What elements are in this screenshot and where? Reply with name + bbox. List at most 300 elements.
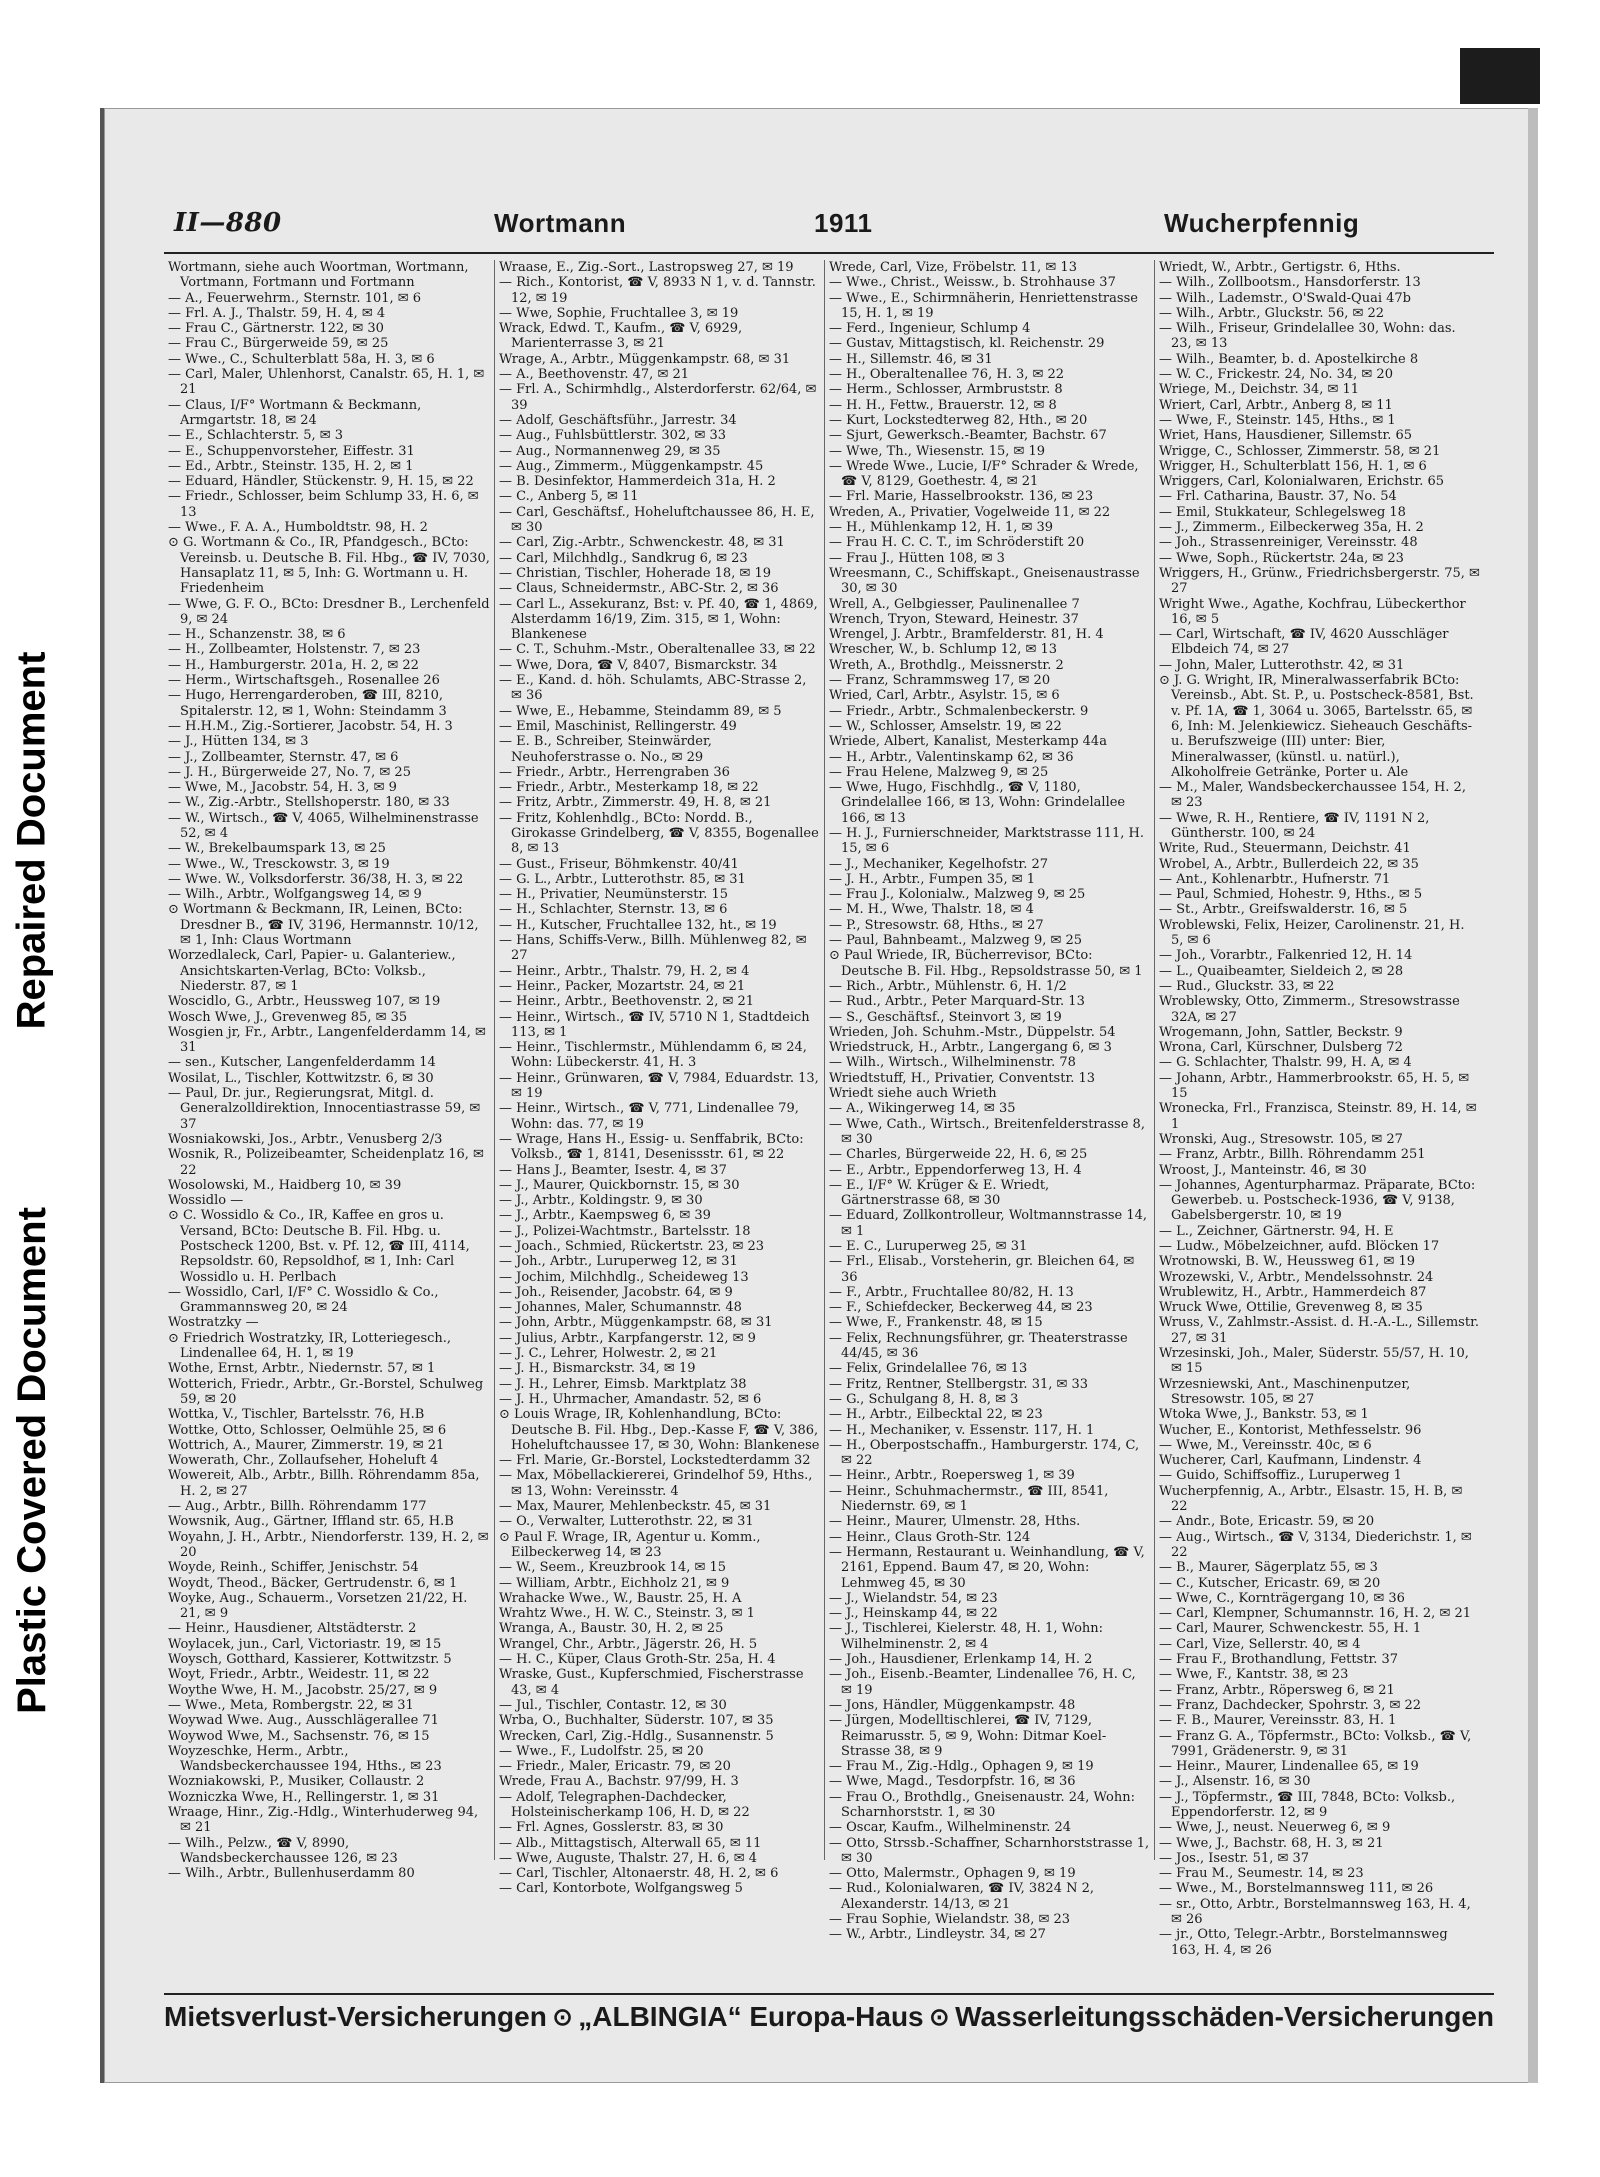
directory-entry: — Wrede Wwe., Lucie, I/F° Schrader & Wrede, ☎ V, 8129, Goethestr. 4, ✉ 21	[829, 458, 1139, 490]
directory-entry: — Wwe., E., Schirmnäherin, Henriettenstrasse 15, H. 1, ✉ 19	[829, 290, 1138, 321]
directory-entry: Wrba, O., Buchhalter, Süderstr. 107, ✉ 35	[499, 1713, 774, 1729]
directory-entry: Wried, Carl, Arbtr., Asylstr. 15, ✉ 6	[829, 688, 1060, 704]
column-2	[494, 260, 824, 1897]
directory-entry: — Aug., Normannenweg 29, ✉ 35	[499, 443, 721, 459]
directory-entry: Wrescher, W., b. Schlump 12, ✉ 13	[829, 642, 1058, 658]
directory-entry: — M. H., Wwe, Thalstr. 18, ✉ 4	[829, 902, 1034, 918]
directory-entry: Wriedtstuff, H., Privatier, Conventstr. 13	[829, 1070, 1096, 1086]
directory-entry: — Wwe, M., Vereinsstr. 40c, ✉ 6	[1159, 1437, 1372, 1453]
directory-entry: — Friedr., Arbtr., Mesterkamp 18, ✉ 22	[499, 780, 759, 796]
directory-entry: — Hans J., Beamter, Isestr. 4, ✉ 37	[499, 1162, 727, 1178]
directory-entry: — E. C., Luruperweg 25, ✉ 31	[829, 1239, 1028, 1254]
directory-entry: Woywad Wwe. Aug., Ausschlägerallee 71	[168, 1713, 439, 1729]
directory-entry: Wraske, Gust., Kupferschmied, Fischerstrasse 43, ✉ 4	[499, 1667, 804, 1698]
directory-entry: — J. H., Lehrer, Eimsb. Marktplatz 38	[499, 1376, 747, 1392]
directory-entry: — Frl. A. J., Thalstr. 59, H. 4, ✉ 4	[168, 305, 386, 321]
directory-entry: — Felix, Grindelallee 76, ✉ 13	[829, 1361, 1028, 1377]
directory-entry: — Wwe., M., Borstelmannsweg 111, ✉ 26	[1159, 1881, 1434, 1897]
directory-entry: — Frau O., Brothdlg., Gneisenaustr. 24, Wohn: Scharnhorststr. 1, ✉ 30	[829, 1789, 1135, 1820]
directory-entry: Wosch Wwe, J., Grevenweg 85, ✉ 35	[168, 1009, 408, 1025]
directory-entry: — A., Beethovenstr. 47, ✉ 21	[499, 367, 690, 383]
directory-entry: — W., Zig.-Arbtr., Stellshoperstr. 180, ✉ 33	[168, 795, 450, 811]
directory-entry: — Fritz, Arbtr., Zimmerstr. 49, H. 8, ✉ 21	[499, 795, 772, 811]
directory-entry: Woylacek, jun., Carl, Victoriastr. 19, ✉ 15	[168, 1636, 442, 1652]
directory-entry: — C. T., Schuhm.-Mstr., Oberaltenallee 33, ✉ 22	[499, 642, 816, 658]
directory-entry: Wottrich, A., Maurer, Zimmerstr. 19, ✉ 21	[168, 1437, 445, 1453]
directory-entry: — J. H., Bismarckstr. 34, ✉ 19	[499, 1361, 696, 1377]
directory-entry: Worzedlaleck, Carl, Papier- u. Galanteriew., Ansichtskarten-Verlag, BCto: Volksb., Niederstr. 87, ✉ 1	[168, 948, 456, 994]
directory-entry: — Wilh., Arbtr., Wolfgangsweg 14, ✉ 9	[168, 887, 422, 903]
directory-entry: — Johannes, Agenturpharmaz. Präparate, BCto: Gewerbeb. u. Postscheck-1936, ☎ V, 9138, Gabelsbergerstr. 10, ✉ 19	[1159, 1177, 1476, 1224]
directory-entry: — Frl. A., Schirmhdlg., Alsterdorferstr. 62/64, ✉ 39	[499, 382, 817, 413]
directory-entry: — B., Maurer, Sägerplatz 55, ✉ 3	[1159, 1560, 1378, 1576]
directory-entry: ⊙ Louis Wrage, IR, Kohlenhandlung, BCto: Deutsche B. Fil. Hbg., Dep.-Kasse F, ☎ V, 386, Hoheluftchaussee 17, ✉ 30, Wohn: Blankenese	[499, 1407, 820, 1453]
directory-entry: — Heinr., Schuhmachermstr., ☎ III, 8541, Niedernstr. 69, ✉ 1	[829, 1483, 1109, 1515]
directory-entry: Wranga, A., Baustr. 30, H. 2, ✉ 25	[499, 1621, 724, 1637]
directory-entry: Wriede, Albert, Kanalist, Mesterkamp 44a	[829, 734, 1107, 750]
directory-entry: — Fritz, Rentner, Stellbergstr. 31, ✉ 33	[829, 1376, 1089, 1392]
directory-entry: — H.H.M., Zig.-Sortierer, Jacobstr. 54, H. 3	[168, 718, 453, 734]
directory-entry: — Frl., Elisab., Vorsteherin, gr. Bleichen 64, ✉ 36	[829, 1254, 1135, 1285]
directory-entry: — W., Wirtsch., ☎ V, 4065, Wilhelminenstrasse 52, ✉ 4	[168, 810, 479, 841]
directory-entry: Wriedstruck, H., Arbtr., Langergang 6, ✉ 3	[829, 1040, 1112, 1056]
directory-entry: — Wilh., Pelzw., ☎ V, 8990, Wandsbeckerchaussee 126, ✉ 23	[168, 1835, 398, 1866]
directory-entry: — J. C., Lehrer, Holwestr. 2, ✉ 21	[499, 1346, 718, 1362]
directory-entry: Wosnik, R., Polizeibeamter, Scheidenplatz 16, ✉ 22	[168, 1147, 484, 1178]
directory-entry: — Heinr., Packer, Mozartstr. 24, ✉ 21	[499, 978, 746, 994]
directory-entry: — J., Arbtr., Kaempsweg 6, ✉ 39	[499, 1208, 711, 1224]
directory-entry: — Carl, Klempner, Schumannstr. 16, H. 2, ✉ 21	[1159, 1606, 1472, 1622]
directory-entry: — Wwe, J., neust. Neuerweg 6, ✉ 9	[1159, 1820, 1391, 1836]
directory-entry: Wriggers, H., Grünw., Friedrichsbergerstr. 75, ✉ 27	[1159, 565, 1480, 597]
directory-entry: Wright Wwe., Agathe, Kochfrau, Lübeckerthor 16, ✉ 5	[1159, 596, 1466, 627]
directory-entry: Wucherer, Carl, Kaufmann, Lindenstr. 4	[1159, 1453, 1422, 1469]
directory-entry: — Heinr., Tischlermstr., Mühlendamm 6, ✉ 24, Wohn: Lübeckerstr. 41, H. 3	[499, 1040, 807, 1071]
directory-entry: Wrack, Edwd. T., Kaufm., ☎ V, 6929, Marienterrasse 3, ✉ 21	[499, 321, 743, 352]
directory-entry: — W., Seem., Kreuzbrook 14, ✉ 15	[499, 1560, 727, 1576]
directory-entry: — J. H., Bürgerweide 27, No. 7, ✉ 25	[168, 764, 411, 780]
directory-entry: — Joach., Schmied, Rückertstr. 23, ✉ 23	[499, 1239, 765, 1254]
directory-entry: Wreth, A., Brothdlg., Meissnerstr. 2	[829, 657, 1064, 673]
directory-entry: — Frl. Catharina, Baustr. 37, No. 54	[1159, 489, 1397, 505]
directory-entry: — E., Schuppenvorsteher, Eiffestr. 31	[168, 443, 415, 459]
directory-entry: — Wwe, G. F. O., BCto: Dresdner B., Lerchenfeld 9, ✉ 24	[168, 596, 490, 627]
directory-entry: Wronski, Aug., Stresowstr. 105, ✉ 27	[1159, 1131, 1403, 1147]
directory-entry: — Rich., Kontorist, ☎ V, 8933 N 1, v. d. Tannstr. 12, ✉ 19	[499, 275, 816, 306]
directory-entry: — Carl, Milchhdlg., Sandkrug 6, ✉ 23	[499, 550, 748, 566]
directory-entry: Wronecka, Frl., Franzisca, Steinstr. 89, H. 14, ✉ 1	[1159, 1101, 1477, 1132]
directory-entry: — H. J., Furnierschneider, Marktstrasse 111, H. 15, ✉ 6	[829, 825, 1144, 857]
directory-entry: — Franz, Arbtr., Röpersweg 6, ✉ 21	[1159, 1682, 1395, 1698]
directory-entry: — M., Maler, Wandsbeckerchaussee 154, H. 2, ✉ 23	[1159, 780, 1466, 811]
directory-entry: — Frl. Marie, Hasselbrookstr. 136, ✉ 23	[829, 489, 1094, 505]
directory-entry: Woscidlo, G., Arbtr., Heussweg 107, ✉ 19	[168, 994, 441, 1010]
directory-entry: — Frau Helene, Malzweg 9, ✉ 25	[829, 764, 1049, 780]
directory-entry: — Wilh., Beamter, b. d. Apostelkirche 8	[1159, 351, 1419, 367]
directory-entry: — Frau C., Bürgerweide 59, ✉ 25	[168, 336, 389, 352]
directory-entry: — Wwe., Christ., Weissw., b. Strohhause 37	[829, 275, 1116, 291]
directory-entry: Wotterich, Friedr., Arbtr., Gr.-Borstel, Schulweg 59, ✉ 20	[168, 1376, 484, 1407]
footer-center: „ALBINGIA“ Europa-Haus	[578, 2001, 924, 2032]
directory-entry: Wrigge, C., Schlosser, Zimmerstr. 58, ✉ 21	[1159, 443, 1441, 459]
directory-entry: — H., Sillemstr. 46, ✉ 31	[829, 351, 993, 367]
directory-entry: — H., Privatier, Neumünsterstr. 15	[499, 887, 729, 903]
footer-advert	[164, 1993, 1494, 2039]
directory-entry: — Adolf, Telegraphen-Dachdecker, Holsteinischerkamp 106, H. D, ✉ 22	[499, 1789, 750, 1820]
column-1	[164, 260, 494, 1882]
directory-entry: Wreesmann, C., Schiffskapt., Gneisenaustrasse 30, ✉ 30	[829, 565, 1140, 597]
directory-entry: — William, Arbtr., Eichholz 21, ✉ 9	[499, 1575, 730, 1591]
page-edge	[1528, 108, 1538, 2083]
directory-entry: — J., Polizei-Wachtmstr., Bartelsstr. 18	[499, 1223, 751, 1239]
directory-entry: — Wwe, Soph., Rückertstr. 24a, ✉ 23	[1159, 550, 1404, 566]
directory-entry: Wraage, Hinr., Zig.-Hdlg., Winterhuderweg 94, ✉ 21	[168, 1804, 479, 1836]
directory-entry: — Friedr., Arbtr., Herrengraben 36	[499, 764, 730, 780]
directory-entry: ⊙ Wortmann & Beckmann, IR, Leinen, BCto: Dresdner B., ☎ IV, 3196, Hermannstr. 10/12, ✉ 1, Inh: Claus Wortmann	[168, 902, 479, 949]
directory-entry: — Carl L., Assekuranz, Bst: v. Pf. 40, ☎ 1, 4869, Alsterdamm 16/19, Zim. 315, ✉ 1, Wohn: Blankenese	[499, 596, 818, 643]
directory-entry: — Frau C., Gärtnerstr. 122, ✉ 30	[168, 321, 384, 337]
directory-entry: Wruck Wwe, Ottilie, Grevenweg 8, ✉ 35	[1159, 1300, 1423, 1316]
footer-right: Wasserleitungsschäden-Versicherungen	[955, 2001, 1494, 2032]
directory-entry: Woysch, Gotthard, Kassierer, Kottwitzstr. 5	[168, 1652, 452, 1668]
directory-entry: — Gust., Friseur, Böhmkenstr. 40/41	[499, 856, 739, 872]
directory-entry: — Heinr., Arbtr., Beethovenstr. 2, ✉ 21	[499, 994, 755, 1010]
directory-entry: — Emil, Stukkateur, Schlegelsweg 18	[1159, 504, 1406, 520]
directory-entry: — J., Tischlerei, Kielerstr. 48, H. 1, Wohn: Wilhelminenstr. 2, ✉ 4	[829, 1621, 1104, 1652]
side-label-plastic: Plastic Covered Document	[9, 1206, 54, 1714]
directory-entry: — J., Arbtr., Koldingstr. 9, ✉ 30	[499, 1193, 703, 1209]
directory-entry: — Joh., Eisenb.-Beamter, Lindenallee 76, H. C, ✉ 19	[829, 1667, 1136, 1698]
directory-entry: — Wwe, R. H., Rentiere, ☎ IV, 1191 N 2, Güntherstr. 100, ✉ 24	[1159, 810, 1430, 841]
directory-entry: — W., Schlosser, Amselstr. 19, ✉ 22	[829, 718, 1062, 734]
directory-entry: — Kurt, Lockstedterweg 82, Hth., ✉ 20	[829, 412, 1088, 428]
directory-entry: — Wilh., Arbtr., Bullenhuserdamm 80	[168, 1866, 415, 1882]
directory-entry: — Paul, Dr. jur., Regierungsrat, Mitgl. d. Generalzolldirektion, Innocentiastrasse 59, ✉ 37	[168, 1086, 481, 1132]
directory-entry: — Aug., Fuhlsbüttlerstr. 302, ✉ 33	[499, 428, 727, 444]
directory-entry: ⊙ J. G. Wright, IR, Mineralwasserfabrik BCto: Vereinsb., Abt. St. P., u. Postscheck-8581, Bst. v. Pf. 1A, ☎ 1, 3064 u. 3065, Bartelsstr. 65, ✉ 6, Inh: M. Jelenkiewicz. Sieheauch Geschäfts- u. Berufszweige (III) unter: Bier, Mineralwasser, (künstl. u. natürl.), Alkoholfreie Getränke, Porter u. Ale	[1159, 673, 1474, 780]
directory-entry: Wroost, J., Manteinstr. 46, ✉ 30	[1159, 1162, 1367, 1178]
directory-entry: — Paul, Bahnbeamt., Malzweg 9, ✉ 25	[829, 933, 1083, 949]
directory-entry: Woyahn, J. H., Arbtr., Niendorferstr. 139, H. 2, ✉ 20	[168, 1529, 489, 1560]
directory-entry: — Friedr., Schlosser, beim Schlump 33, H. 6, ✉ 13	[168, 489, 479, 520]
directory-entry: Wottke, Otto, Schlosser, Oelmühle 25, ✉ 6	[168, 1422, 447, 1438]
directory-entry: Wosolowski, M., Haidberg 10, ✉ 39	[168, 1177, 402, 1193]
directory-entry: — Aug., Zimmerm., Müggenkampstr. 45	[499, 458, 764, 474]
directory-entry: — J., Heinskamp 44, ✉ 22	[829, 1606, 998, 1622]
directory-entry: Woythe Wwe, H. M., Jacobstr. 25/27, ✉ 9	[168, 1682, 438, 1698]
directory-entry: — W., Brekelbaumspark 13, ✉ 25	[168, 841, 386, 857]
directory-entry: — Emil, Maschinist, Rellingerstr. 49	[499, 718, 737, 734]
directory-entry: — Heinr., Claus Groth-Str. 124	[829, 1529, 1031, 1545]
footer-bullet-icon: ⊙	[929, 2003, 950, 2031]
directory-entry: — Jos., Isestr. 51, ✉ 37	[1159, 1850, 1310, 1866]
directory-entry: — Rud., Arbtr., Peter Marquard-Str. 13	[829, 994, 1085, 1010]
directory-entry: Wroblewsky, Otto, Zimmerm., Stresowstrasse 32A, ✉ 27	[1159, 994, 1460, 1025]
directory-entry: — Eduard, Händler, Stückenstr. 9, H. 15, ✉ 22	[168, 474, 474, 490]
directory-entry: — Carl, Zig.-Arbtr., Schwenckestr. 48, ✉ 31	[499, 535, 785, 551]
directory-entry: — J., Hütten 134, ✉ 3	[168, 734, 309, 750]
directory-entry: — Wwe. W., Volksdorferstr. 36/38, H. 3, ✉ 22	[168, 871, 464, 887]
directory-entry: — F., Schiefdecker, Beckerweg 44, ✉ 23	[829, 1300, 1093, 1316]
directory-entry: Wrench, Tryon, Steward, Heinestr. 37	[829, 611, 1079, 627]
column-3	[824, 260, 1154, 1943]
directory-entry: Wrengel, J. Arbtr., Bramfelderstr. 81, H. 4	[829, 627, 1104, 643]
directory-entry: — Frau J., Kolonialw., Malzweg 9, ✉ 25	[829, 887, 1086, 903]
directory-entry: Wrotnowski, B. W., Heussweg 61, ✉ 19	[1159, 1254, 1416, 1270]
directory-entry: — H., Oberaltenallee 76, H. 3, ✉ 22	[829, 367, 1065, 383]
directory-entry: Wraase, E., Zig.-Sort., Lastropsweg 27, ✉ 19	[499, 260, 794, 275]
directory-entry: Wrahacke Wwe., W., Baustr. 25, H. A	[499, 1590, 742, 1606]
directory-entry: Woydt, Theod., Bäcker, Gertrudenstr. 6, ✉ 1	[168, 1575, 458, 1591]
directory-entry: Wossidlo —	[168, 1193, 244, 1209]
directory-entry: ⊙ C. Wossidlo & Co., IR, Kaffee en gros u. Versand, BCto: Deutsche B. Fil. Hbg. u. Postscheck 1200, Bst. v. Pf. 12, ☎ III, 4114, Repsoldstr. 60, Repsoldhof, ✉ 1, Inh: Carl Wossidlo u. H. Perlbach	[168, 1208, 470, 1285]
directory-entry: — Wwe, C., Kornträgergang 10, ✉ 36	[1159, 1590, 1405, 1606]
directory-entry: Wriert, Carl, Arbtr., Anberg 8, ✉ 11	[1159, 397, 1393, 413]
directory-entry: — Wwe, Cath., Wirtsch., Breitenfelderstrasse 8, ✉ 30	[829, 1116, 1145, 1147]
page-number: II—880	[174, 208, 282, 238]
directory-entry: — Franz, Arbtr., Billh. Röhrendamm 251	[1159, 1147, 1426, 1163]
footer-left: Mietsverlust-Versicherungen	[164, 2001, 547, 2032]
directory-entry: — Julius, Arbtr., Karpfangerstr. 12, ✉ 9	[499, 1330, 756, 1346]
directory-entry: — Wwe., F. A. A., Humboldtstr. 98, H. 2	[168, 520, 428, 536]
directory-entry: — Joh., Strassenreiniger, Vereinsstr. 48	[1159, 535, 1418, 551]
directory-entry: — Carl, Maurer, Schwenckestr. 55, H. 1	[1159, 1621, 1422, 1637]
directory-entry: Wriet, Hans, Hausdiener, Sillemstr. 65	[1159, 428, 1413, 444]
directory-entry: — Ferd., Ingenieur, Schlump 4	[829, 321, 1031, 337]
directory-entry: — Wwe, J., Bachstr. 68, H. 3, ✉ 21	[1159, 1835, 1384, 1851]
directory-entry: Wrede, Frau A., Bachstr. 97/99, H. 3	[499, 1774, 739, 1790]
directory-entry: — Ed., Arbtr., Steinstr. 135, H. 2, ✉ 1	[168, 458, 414, 474]
page-header	[164, 208, 1494, 248]
directory-entry: — E., Schlachterstr. 5, ✉ 3	[168, 428, 344, 444]
directory-entry: — Wilh., Friseur, Grindelallee 30, Wohn: das. 23, ✉ 13	[1159, 321, 1456, 352]
directory-entry: — Rich., Arbtr., Mühlenstr. 6, H. 1/2	[829, 978, 1067, 994]
directory-entry: Wozniakowski, P., Musiker, Collaustr. 2	[168, 1774, 425, 1790]
directory-entry: — John, Arbtr., Müggenkampstr. 68, ✉ 31	[499, 1315, 773, 1331]
directory-entry: Wucher, E., Kontorist, Methfesselstr. 96	[1159, 1422, 1422, 1438]
directory-entry: Wucherpfennig, A., Arbtr., Elsastr. 15, H. B, ✉ 22	[1159, 1483, 1463, 1515]
directory-entry: — P., Stresowstr. 68, Hths., ✉ 27	[829, 917, 1044, 933]
directory-entry: — A., Wikingerweg 14, ✉ 35	[829, 1101, 1016, 1117]
directory-entry: — Claus, Schneidermstr., ABC-Str. 2, ✉ 36	[499, 581, 779, 597]
directory-entry: — L., Zeichner, Gärtnerstr. 94, H. E	[1159, 1223, 1394, 1239]
directory-entry: — H., Hamburgerstr. 201a, H. 2, ✉ 22	[168, 657, 419, 673]
directory-entry: — Frau F., Brothandlung, Fettstr. 37	[1159, 1652, 1399, 1668]
directory-entry: — A., Feuerwehrm., Sternstr. 101, ✉ 6	[168, 290, 422, 306]
directory-entry: — H., Schlachter, Sternstr. 13, ✉ 6	[499, 902, 728, 918]
directory-entry: — Alb., Mittagstisch, Alterwall 65, ✉ 11	[499, 1835, 762, 1851]
directory-entry: Wrogemann, John, Sattler, Beckstr. 9	[1159, 1024, 1403, 1040]
directory-entry: — Frau M., Zig.-Hdlg., Ophagen 9, ✉ 19	[829, 1759, 1094, 1775]
directory-entry: Woyke, Aug., Schauerm., Vorsetzen 21/22, H. 21, ✉ 9	[168, 1590, 468, 1622]
directory-entry: — Heinr., Arbtr., Thalstr. 79, H. 2, ✉ 4	[499, 963, 750, 979]
directory-entry: — Friedr., Maler, Ericastr. 79, ✉ 20	[499, 1759, 731, 1775]
directory-entry: — Franz G. A., Töpfermstr., BCto: Volksb., ☎ V, 7991, Grädenerstr. 9, ✉ 31	[1159, 1728, 1472, 1759]
directory-entry: — Jürgen, Modelltischlerei, ☎ IV, 7129, Reimarusstr. 5, ✉ 9, Wohn: Ditmar Koel-Strasse 38, ✉ 9	[829, 1713, 1107, 1759]
directory-entry: Wrublewitz, H., Arbtr., Hammerdeich 87	[1159, 1284, 1427, 1300]
directory-entry: — Heinr., Wirtsch., ☎ V, 771, Lindenallee 79, Wohn: das. 77, ✉ 19	[499, 1101, 799, 1132]
directory-entry: — Joh., Arbtr., Luruperweg 12, ✉ 31	[499, 1254, 738, 1270]
directory-entry: — Carl, Wirtschaft, ☎ IV, 4620 Ausschläger Elbdeich 74, ✉ 27	[1159, 627, 1449, 658]
directory-entry: — H., Kutscher, Fruchtallee 132, ht., ✉ 19	[499, 917, 777, 933]
directory-entry: ⊙ Friedrich Wostratzky, IR, Lotteriegesch., Lindenallee 64, H. 1, ✉ 19	[168, 1330, 452, 1362]
directory-entry: — J., Wielandstr. 54, ✉ 23	[829, 1590, 998, 1606]
directory-entry: — F. B., Maurer, Vereinsstr. 83, H. 1	[1159, 1713, 1397, 1729]
directory-entry: Wriege, M., Deichstr. 34, ✉ 11	[1159, 382, 1360, 398]
running-head-left: Wortmann	[494, 208, 627, 238]
directory-entry: — L., Quaibeamter, Sieldeich 2, ✉ 28	[1159, 963, 1404, 979]
directory-entry: — John, Maler, Lutterothstr. 42, ✉ 31	[1159, 657, 1405, 673]
directory-entry: — Wwe., Meta, Rombergstr. 22, ✉ 31	[168, 1697, 414, 1713]
directory-entry: Wozniczka Wwe, H., Rellingerstr. 1, ✉ 31	[168, 1789, 440, 1805]
directory-entry: Wriggers, Carl, Kolonialwaren, Erichstr. 65	[1159, 474, 1445, 490]
directory-entry: — Frl. Agnes, Gosslerstr. 83, ✉ 30	[499, 1820, 724, 1836]
directory-entry: — J., Maurer, Quickbornstr. 15, ✉ 30	[499, 1177, 740, 1193]
directory-entry: — Wwe, F., Kantstr. 38, ✉ 23	[1159, 1667, 1349, 1683]
directory-entry: Woyzeschke, Herm., Arbtr., Wandsbeckerchaussee 194, Hths., ✉ 23	[168, 1743, 442, 1775]
directory-entry: — Wossidlo, Carl, I/F° C. Wossidlo & Co., Grammannsweg 20, ✉ 24	[168, 1284, 439, 1316]
directory-entry: — E. B., Schreiber, Steinwärder, Neuhoferstrasse o. No., ✉ 29	[499, 734, 712, 765]
directory-entry: — Wwe., F., Ludolfstr. 25, ✉ 20	[499, 1743, 704, 1759]
document-page	[100, 108, 1534, 2083]
directory-entry: Woyt, Friedr., Arbtr., Weidestr. 11, ✉ 22	[168, 1667, 430, 1683]
directory-entry: — Carl, Geschäftsf., Hoheluftchaussee 86, H. E, ✉ 30	[499, 504, 815, 536]
footer-bullet-icon: ⊙	[552, 2003, 573, 2031]
directory-entry: — Wwe, F., Frankenstr. 48, ✉ 15	[829, 1315, 1043, 1331]
directory-entry: — Wwe, Hugo, Fischhdlg., ☎ V, 1180, Grindelallee 166, ✉ 13, Wohn: Grindelallee 166, ✉ 13	[829, 780, 1126, 826]
directory-entry: Wtoka Wwe, J., Bankstr. 53, ✉ 1	[1159, 1407, 1369, 1423]
directory-entry: — Eduard, Zollkontrolleur, Woltmannstrasse 14, ✉ 1	[829, 1208, 1148, 1239]
directory-entry: — Wwe., C., Schulterblatt 58a, H. 3, ✉ 6	[168, 351, 435, 367]
directory-entry: Wriedt siehe auch Wrieth	[829, 1086, 997, 1102]
directory-entry: — Felix, Rechnungsführer, gr. Theaterstrasse 44/45, ✉ 36	[829, 1330, 1128, 1362]
directory-entry: — Max, Möbellackiererei, Grindelhof 59, Hths., ✉ 13, Wohn: Vereinsstr. 4	[499, 1468, 813, 1499]
directory-entry: — Frau H. C. C. T., im Schröderstift 20	[829, 535, 1085, 551]
directory-entry: Wrzesniewski, Ant., Maschinenputzer, Stresowstr. 105, ✉ 27	[1159, 1376, 1411, 1407]
directory-entry: — Heinr., Maurer, Lindenallee 65, ✉ 19	[1159, 1759, 1419, 1775]
directory-entry: — Frau Sophie, Wielandstr. 38, ✉ 23	[829, 1912, 1071, 1928]
scan-tab	[1460, 48, 1540, 104]
directory-entry: ⊙ Paul Wriede, IR, Bücherrevisor, BCto: Deutsche B. Fil. Hbg., Repsoldstrasse 50, ✉ 1	[829, 948, 1143, 979]
directory-entry: — Joh., Hausdiener, Erlenkamp 14, H. 2	[829, 1652, 1093, 1668]
directory-entry: — G., Schulgang 8, H. 8, ✉ 3	[829, 1391, 1019, 1407]
directory-entry: — Wilh., Wirtsch., Wilhelminenstr. 78	[829, 1055, 1076, 1071]
directory-entry: — Wilh., Lademstr., O'Swald-Quai 47b	[1159, 290, 1411, 306]
directory-entry: — Sjurt, Gewerksch.-Beamter, Bachstr. 67	[829, 428, 1107, 444]
directory-entry: — sen., Kutscher, Langenfelderdamm 14	[168, 1055, 436, 1071]
directory-entry: — H., Oberpostschaffn., Hamburgerstr. 174, C, ✉ 22	[829, 1437, 1140, 1469]
directory-entry: — Carl, Maler, Uhlenhorst, Canalstr. 65, H. 1, ✉ 21	[168, 367, 485, 398]
directory-entry: ⊙ Paul F. Wrage, IR, Agentur u. Komm., Eilbeckerweg 14, ✉ 23	[499, 1529, 761, 1560]
directory-entry: Wostratzky —	[168, 1315, 259, 1331]
directory-entry: — Claus, I/F° Wortmann & Beckmann, Armgartstr. 18, ✉ 24	[168, 397, 422, 428]
directory-entry: — Adolf, Geschäftsführ., Jarrestr. 34	[499, 412, 737, 428]
directory-entry: — Hermann, Restaurant u. Weinhandlung, ☎ V, 2161, Eppend. Baum 47, ✉ 20, Wohn: Lehmweg 45, ✉ 30	[829, 1544, 1145, 1591]
directory-entry: — Carl, Vize, Sellerstr. 40, ✉ 4	[1159, 1636, 1361, 1652]
directory-entry: — Guido, Schiffsoffiz., Luruperweg 1	[1159, 1468, 1402, 1484]
directory-entry: — Aug., Wirtsch., ☎ V, 3134, Diederichstr. 1, ✉ 22	[1159, 1529, 1472, 1560]
directory-columns	[164, 260, 1494, 1958]
directory-entry: — F., Arbtr., Fruchtallee 80/82, H. 13	[829, 1284, 1074, 1300]
directory-entry: — O., Verwalter, Lutterothstr. 22, ✉ 31	[499, 1514, 754, 1530]
directory-entry: — St., Arbtr., Greifswalderstr. 16, ✉ 5	[1159, 902, 1408, 918]
directory-entry: — Otto, Strssb.-Schaffner, Scharnhorststrasse 1, ✉ 30	[829, 1835, 1150, 1866]
directory-entry: — E., Arbtr., Eppendorferweg 13, H. 4	[829, 1162, 1082, 1178]
directory-entry: — Hugo, Herrengarderoben, ☎ III, 8210, Spitalerstr. 12, ✉ 1, Wohn: Steindamm 3	[168, 688, 447, 719]
directory-entry: Wrieden, Joh. Schuhm.-Mstr., Düppelstr. 54	[829, 1024, 1116, 1040]
directory-entry: — Johann, Arbtr., Hammerbrookstr. 65, H. 5, ✉ 15	[1159, 1070, 1470, 1102]
directory-entry: — Franz, Dachdecker, Spohrstr. 3, ✉ 22	[1159, 1697, 1422, 1713]
directory-entry: Wroblewski, Felix, Heizer, Carolinenstr. 21, H. 5, ✉ 6	[1159, 917, 1465, 949]
directory-entry: Wrede, Carl, Vize, Fröbelstr. 11, ✉ 13	[829, 260, 1077, 275]
directory-entry: — Ludw., Möbelzeichner, aufd. Blöcken 17	[1159, 1239, 1440, 1254]
directory-entry: — Oscar, Kaufm., Wilhelminenstr. 24	[829, 1820, 1071, 1836]
directory-entry: — Charles, Bürgerweide 22, H. 6, ✉ 25	[829, 1147, 1088, 1163]
directory-entry: — C., Anberg 5, ✉ 11	[499, 489, 639, 505]
directory-entry: — Frau J., Hütten 108, ✉ 3	[829, 550, 1005, 566]
directory-entry: — E., I/F° W. Krüger & E. Wriedt, Gärtnerstrasse 68, ✉ 30	[829, 1177, 1050, 1209]
directory-entry: — J., Zollbeamter, Sternstr. 47, ✉ 6	[168, 749, 399, 765]
directory-entry: — Wwe, M., Jacobstr. 54, H. 3, ✉ 9	[168, 780, 397, 796]
side-label-repaired: Repaired Document	[9, 651, 54, 1029]
directory-entry: — Rud., Kolonialwaren, ☎ IV, 3824 N 2, Alexanderstr. 14/13, ✉ 21	[829, 1881, 1095, 1912]
directory-entry: Wowerath, Chr., Zollaufseher, Hoheluft 4	[168, 1453, 439, 1469]
directory-entry: — Joh., Reisender, Jacobstr. 64, ✉ 9	[499, 1284, 733, 1300]
directory-entry: Wrell, A., Gelbgiesser, Paulinenallee 7	[829, 596, 1080, 612]
running-head-right: Wucherpfennig	[1164, 208, 1360, 238]
directory-entry: — H. H., Fettw., Brauerstr. 12, ✉ 8	[829, 397, 1057, 413]
directory-entry: Wottka, V., Tischler, Bartelsstr. 76, H.B	[168, 1407, 425, 1423]
directory-entry: — Wwe, Sophie, Fruchtallee 3, ✉ 19	[499, 305, 739, 321]
directory-entry: — Gustav, Mittagstisch, kl. Reichenstr. 29	[829, 336, 1105, 352]
directory-entry: Wosilat, L., Tischler, Kottwitzstr. 6, ✉ 30	[168, 1070, 434, 1086]
directory-entry: — jr., Otto, Telegr.-Arbtr., Borstelmannsweg 163, H. 4, ✉ 26	[1159, 1927, 1448, 1958]
directory-entry: Woywod Wwe, M., Sachsenstr. 76, ✉ 15	[168, 1728, 430, 1744]
directory-entry: Wothe, Ernst, Arbtr., Niedernstr. 57, ✉ 1	[168, 1361, 436, 1377]
directory-entry: — B. Desinfektor, Hammerdeich 31a, H. 2	[499, 474, 776, 490]
directory-entry: Wosniakowski, Jos., Arbtr., Venusberg 2/3	[168, 1131, 443, 1147]
directory-entry: — G. Schlachter, Thalstr. 99, H. A, ✉ 4	[1159, 1055, 1412, 1071]
directory-entry: — Frl. Marie, Gr.-Borstel, Lockstedterdamm 32	[499, 1453, 811, 1469]
directory-entry: — Wwe, F., Steinstr. 145, Hths., ✉ 1	[1159, 412, 1396, 428]
directory-entry: — H., Mechaniker, v. Essenstr. 117, H. 1	[829, 1422, 1095, 1438]
directory-entry: — Heinr., Hausdiener, Altstädterstr. 2	[168, 1621, 417, 1637]
directory-entry: Write, Rud., Steuermann, Deichstr. 41	[1159, 841, 1411, 857]
directory-entry: — Franz, Schrammsweg 17, ✉ 20	[829, 673, 1051, 689]
directory-entry: — H., Mühlenkamp 12, H. 1, ✉ 39	[829, 520, 1054, 536]
directory-entry: Wrobel, A., Arbtr., Bullerdeich 22, ✉ 35	[1159, 856, 1419, 872]
directory-entry: Wrage, A., Arbtr., Müggenkampstr. 68, ✉ 31	[499, 351, 791, 367]
directory-entry: — S., Geschäftsf., Steinvort 3, ✉ 19	[829, 1009, 1062, 1025]
directory-entry: — Max, Maurer, Mehlenbeckstr. 45, ✉ 31	[499, 1499, 772, 1515]
directory-entry: Woyde, Reinh., Schiffer, Jenischstr. 54	[168, 1560, 419, 1576]
directory-entry: Wrahtz Wwe., H. W. C., Steinstr. 3, ✉ 1	[499, 1606, 755, 1622]
directory-entry: — Fritz, Kohlenhdlg., BCto: Nordd. B., Girokasse Grindelberg, ☎ V, 8355, Bogenallee 8, ✉ 13	[499, 810, 819, 857]
column-4	[1154, 260, 1484, 1958]
directory-entry: — Jochim, Milchhdlg., Scheideweg 13	[499, 1269, 749, 1285]
directory-entry: Wrangel, Chr., Arbtr., Jägerstr. 26, H. 5	[499, 1636, 758, 1652]
directory-entry: — Wwe, Th., Wiesenstr. 15, ✉ 19	[829, 443, 1046, 459]
directory-entry: — Wwe, Auguste, Thalstr. 27, H. 6, ✉ 4	[499, 1850, 758, 1866]
directory-entry: — Wwe., W., Tresckowstr. 3, ✉ 19	[168, 856, 390, 872]
directory-entry: Wrozewski, V., Arbtr., Mendelssohnstr. 24	[1159, 1269, 1434, 1285]
directory-entry: Wrecken, Carl, Zig.-Hdlg., Susannenstr. 5	[499, 1728, 774, 1744]
directory-entry: — Hans, Schiffs-Verw., Billh. Mühlenweg 82, ✉ 27	[499, 933, 807, 964]
directory-entry: ⊙ G. Wortmann & Co., IR, Pfandgesch., BCto: Vereinsb. u. Deutsche B. Fil. Hbg., ☎ IV, 7030, Hansaplatz 11, ✉ 5, Inh: G. Wortmann u. H. Friedenheim	[168, 535, 490, 597]
directory-entry: Wriedt, W., Arbtr., Gertigstr. 6, Hths.	[1159, 260, 1401, 275]
directory-entry: — Christian, Tischler, Hoherade 18, ✉ 19	[499, 565, 772, 581]
directory-entry: — Herm., Wirtschaftsgeh., Rosenallee 26	[168, 673, 440, 689]
